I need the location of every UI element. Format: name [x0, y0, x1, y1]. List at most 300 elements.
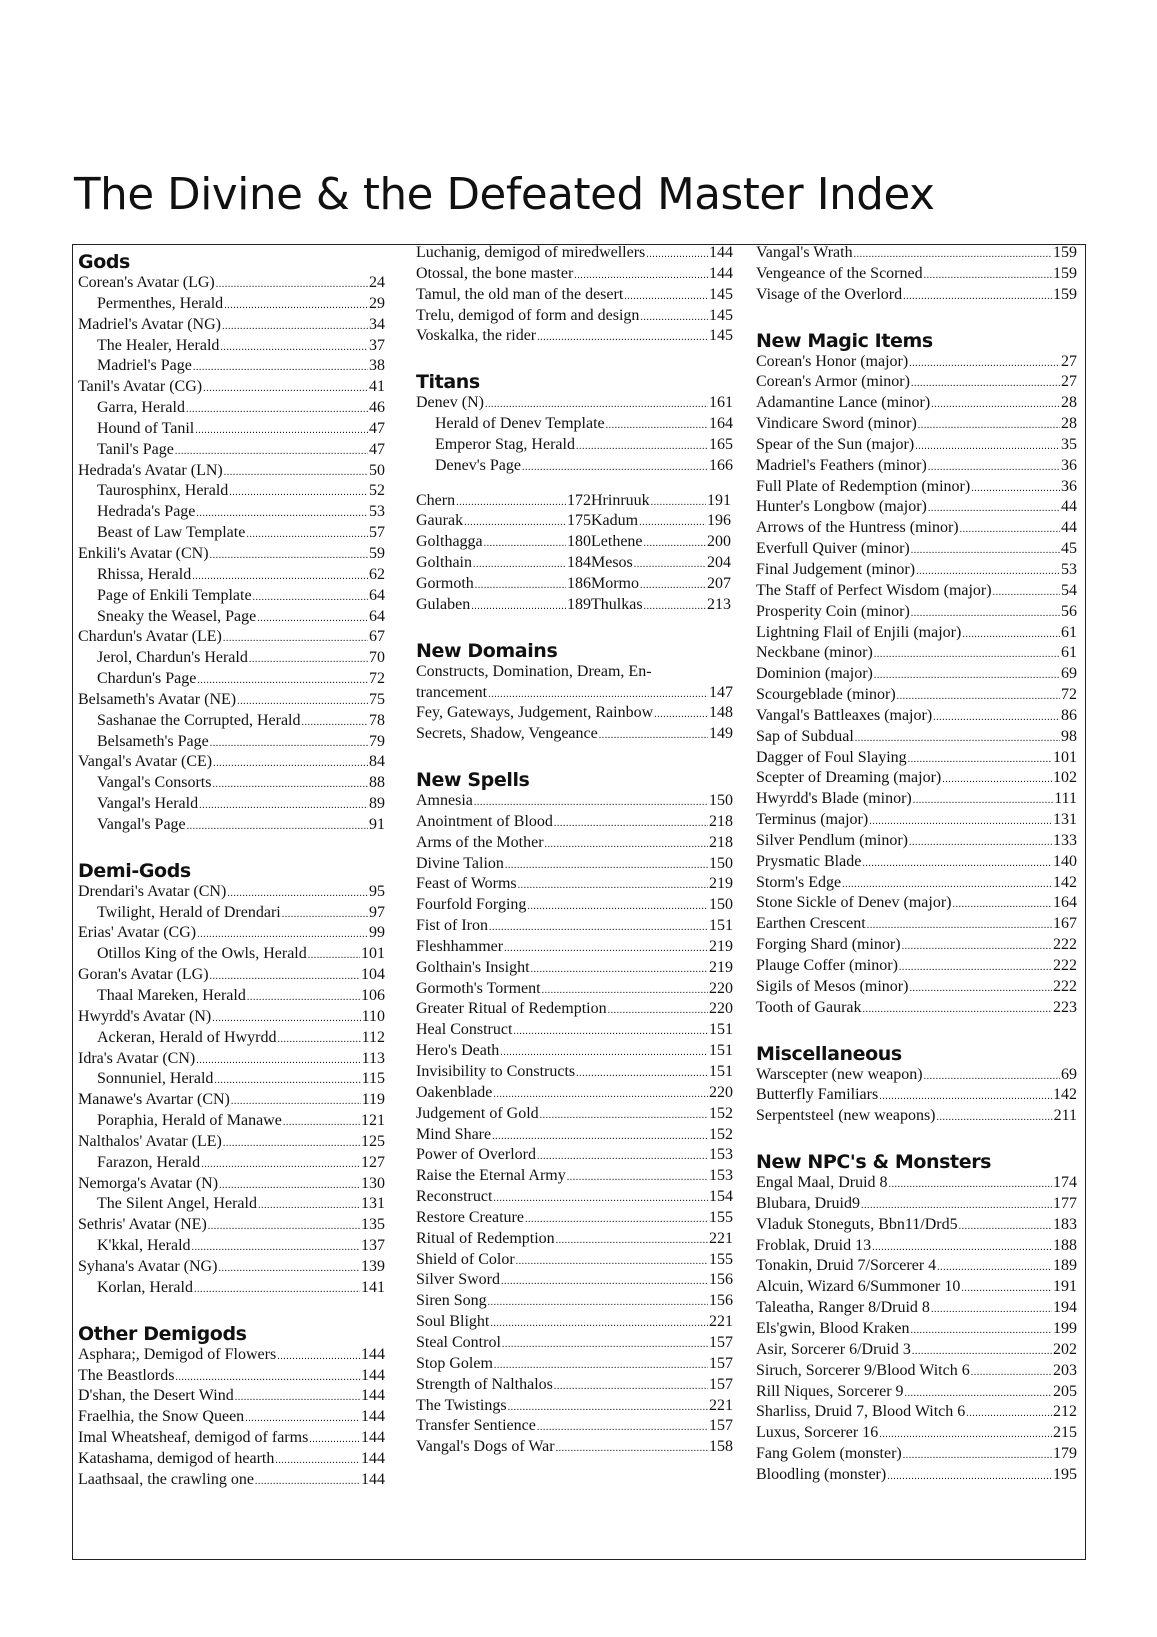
section-misc	[756, 1039, 1077, 1128]
entry-page: 152	[709, 1125, 733, 1143]
dot-leader	[245, 1409, 360, 1430]
entry-title: Soul Blight	[416, 1313, 490, 1331]
entry-title: Vangal's Herald	[97, 795, 199, 813]
dot-leader	[192, 1238, 360, 1259]
entry-page: 28	[1061, 394, 1077, 412]
entry-title: Gormoth's Torment	[416, 979, 541, 997]
entry-title: Vindicare Sword (minor)	[756, 415, 917, 433]
dot-leader	[567, 1168, 708, 1189]
dot-leader	[471, 597, 566, 618]
entry-page: 151	[709, 1042, 733, 1060]
entry-title: Chardun's Avatar (LE)	[78, 628, 222, 646]
entry-page: 150	[709, 896, 733, 914]
dot-leader	[916, 562, 1060, 583]
dot-leader	[203, 379, 368, 400]
entry-title: Everfull Quiver (minor)	[756, 540, 910, 558]
entry-page: 36	[1061, 477, 1077, 495]
dot-leader	[966, 1404, 1052, 1425]
dot-leader	[924, 266, 1052, 287]
index-entry	[78, 1194, 385, 1215]
entry-page: 95	[369, 882, 385, 900]
index-entry	[756, 914, 1077, 935]
section-heading: Gods	[78, 251, 130, 273]
index-entry	[416, 1020, 733, 1041]
entry-title: trancement	[416, 683, 488, 701]
entry-title: Asphara;, Demigod of Flowers	[78, 1345, 277, 1363]
index-entry	[416, 1187, 733, 1208]
entry-page: 53	[1061, 560, 1077, 578]
entry-page: 141	[361, 1278, 385, 1296]
index-entry	[756, 1236, 1077, 1257]
dot-leader	[971, 1363, 1052, 1384]
entry-title: Alcuin, Wizard 6/Summoner 10	[756, 1278, 961, 1296]
entry-page: 144	[709, 264, 733, 282]
entry-title: Asir, Sorcerer 6/Druid 3	[756, 1340, 911, 1358]
entry-title: Hunter's Longbow (major)	[756, 498, 927, 516]
index-entry	[756, 1382, 1077, 1403]
entry-title: Silver Pendlum (minor)	[756, 831, 908, 849]
dot-leader	[644, 597, 706, 618]
index-entry	[416, 511, 591, 532]
entry-title: Dominion (major)	[756, 665, 873, 683]
entry-title: Vangal's Battleaxes (major)	[756, 706, 933, 724]
entry-title: Idra's Avatar (CN)	[78, 1049, 196, 1067]
index-entry	[78, 1428, 385, 1449]
dot-leader	[931, 395, 1060, 416]
dot-leader	[275, 1451, 360, 1472]
entry-title: Full Plate of Redemption (minor)	[756, 477, 971, 495]
dot-leader	[924, 1067, 1060, 1088]
entry-page: 144	[361, 1429, 385, 1447]
index-entry	[78, 273, 385, 294]
index-entry	[756, 1106, 1077, 1127]
index-entry	[756, 393, 1077, 414]
dot-leader	[918, 416, 1060, 437]
index-entry	[591, 553, 731, 574]
dot-leader	[212, 775, 368, 796]
entry-title: Sigils of Mesos (minor)	[756, 977, 909, 995]
index-entry	[416, 703, 733, 724]
section-heading: New Spells	[416, 769, 530, 792]
dot-leader	[494, 1356, 708, 1377]
entry-title: Gormoth	[416, 574, 474, 592]
index-entry	[416, 1250, 733, 1271]
entry-page: 155	[709, 1208, 733, 1226]
entry-title: Thulkas	[591, 595, 643, 613]
entry-page: 61	[1061, 623, 1077, 641]
index-entry	[78, 1386, 385, 1407]
entry-page: 64	[369, 607, 385, 625]
entry-page: 179	[1053, 1445, 1077, 1463]
entry-page: 111	[1054, 790, 1077, 808]
entry-title: The Silent Angel, Herald	[97, 1195, 257, 1213]
entry-title: Tanil's Avatar (CG)	[78, 378, 203, 396]
entry-title: Final Judgement (minor)	[756, 560, 916, 578]
entry-title: Feast of Worms	[416, 875, 517, 893]
index-entry	[416, 874, 733, 895]
entry-page: 144	[361, 1408, 385, 1426]
entry-title: Stone Sickle of Denev (major)	[756, 894, 952, 912]
titans-grid	[416, 491, 733, 616]
entry-title: Sashanae the Corrupted, Herald	[97, 711, 301, 729]
dot-leader	[646, 245, 708, 266]
entry-title: Reconstruct	[416, 1188, 493, 1206]
index-entry	[416, 435, 733, 456]
entry-page: 41	[369, 378, 385, 396]
entry-title: Garra, Herald	[97, 399, 185, 417]
entry-title: Drendari's Avatar (CN)	[78, 882, 227, 900]
dot-leader	[212, 1009, 360, 1030]
dot-leader	[277, 1030, 360, 1051]
entry-title: Katashama, demigod of hearth	[78, 1449, 275, 1467]
entry-title: Enkili's Avatar (CN)	[78, 544, 209, 562]
index-entry	[756, 264, 1077, 285]
index-entry	[416, 916, 733, 937]
index-entry	[78, 607, 385, 628]
entry-page: 69	[1061, 665, 1077, 683]
dot-leader	[255, 1472, 360, 1493]
index-entry	[416, 553, 591, 574]
dot-leader	[223, 1134, 360, 1155]
dot-leader	[911, 604, 1060, 625]
entry-title: Blubara, Druid9	[756, 1194, 860, 1212]
section-heading: Miscellaneous	[756, 1042, 902, 1065]
entry-page: 221	[709, 1313, 733, 1331]
entry-title: Taurosphinx, Herald	[97, 482, 229, 500]
index-box	[72, 244, 1086, 1560]
entry-page: 164	[709, 415, 733, 433]
entry-title: Goran's Avatar (LG)	[78, 966, 209, 984]
index-entry	[756, 1194, 1077, 1215]
dot-leader	[247, 988, 360, 1009]
index-entry	[78, 923, 385, 944]
index-entry	[416, 1354, 733, 1375]
entry-page: 130	[361, 1174, 385, 1192]
entry-title: Els'gwin, Blood Kraken	[756, 1319, 910, 1337]
dot-leader	[464, 513, 566, 534]
entry-title: D'shan, the Desert Wind	[78, 1387, 234, 1405]
index-entry	[591, 491, 731, 512]
index-entry	[756, 1298, 1077, 1319]
entry-page: 183	[1053, 1215, 1077, 1233]
index-entry	[756, 1085, 1077, 1106]
dot-leader	[223, 629, 368, 650]
index-entry	[416, 1208, 733, 1229]
entry-page: 144	[361, 1387, 385, 1405]
entry-title: Arrows of the Huntress (minor)	[756, 519, 959, 537]
entry-title: Restore Creature	[416, 1208, 524, 1226]
index-entry	[78, 965, 385, 986]
entry-title: Storm's Edge	[756, 873, 842, 891]
index-entry	[416, 1041, 733, 1062]
entry-page: 151	[709, 917, 733, 935]
entry-title: Herald of Denev Template	[435, 415, 605, 433]
entry-title: Corean's Armor (minor)	[756, 373, 910, 391]
entry-title: Shield of Color	[416, 1250, 515, 1268]
dot-leader	[186, 400, 368, 421]
entry-title: Engal Maal, Druid 8	[756, 1174, 888, 1192]
dot-leader	[187, 817, 368, 838]
entry-title: Fist of Iron	[416, 917, 488, 935]
dot-leader	[911, 374, 1060, 395]
entry-page: 144	[361, 1449, 385, 1467]
index-entry	[756, 1065, 1077, 1086]
dot-leader	[537, 1147, 708, 1168]
dot-leader	[644, 534, 706, 555]
entry-title: Trelu, demigod of form and design	[416, 306, 640, 324]
index-entry	[416, 393, 733, 414]
entry-title: Golthain's Insight	[416, 958, 530, 976]
index-entry	[416, 264, 733, 285]
entry-title: Scourgeblade (minor)	[756, 686, 896, 704]
index-entry	[416, 574, 591, 595]
entry-page: 211	[1053, 1107, 1077, 1125]
index-entry	[78, 461, 385, 482]
index-entry	[416, 306, 733, 327]
entry-page: 36	[1061, 456, 1077, 474]
index-entry	[78, 294, 385, 315]
dot-leader	[863, 1000, 1052, 1021]
index-entry	[416, 456, 733, 477]
dot-leader	[915, 437, 1060, 458]
entry-title: Vangal's Consorts	[97, 774, 212, 792]
dot-leader	[911, 1321, 1052, 1342]
index-entry	[756, 623, 1077, 644]
entry-page: 102	[1053, 769, 1077, 787]
entry-title: Prosperity Coin (minor)	[756, 602, 910, 620]
entry-title: Tamul, the old man of the desert	[416, 285, 624, 303]
index-entry	[416, 1062, 733, 1083]
entry-page: 45	[1061, 540, 1077, 558]
dot-leader	[624, 287, 708, 308]
entry-page: 112	[361, 1028, 385, 1046]
index-entry	[756, 748, 1077, 769]
entry-title: Arms of the Mother	[416, 833, 544, 851]
entry-title: Vangal's Page	[97, 815, 186, 833]
entry-title: Madriel's Page	[97, 357, 192, 375]
dot-leader	[201, 1155, 360, 1176]
entry-title: Corean's Avatar (LG)	[78, 274, 215, 291]
index-entry	[78, 1153, 385, 1174]
index-entry	[756, 352, 1077, 373]
entry-title: Mind Share	[416, 1125, 492, 1143]
entry-page: 46	[369, 399, 385, 417]
dot-leader	[651, 493, 706, 514]
index-entry-text: Constructs, Domination, Dream, En-	[416, 662, 652, 680]
dot-leader	[213, 754, 368, 775]
dot-leader	[556, 1231, 708, 1252]
entry-title: Lightning Flail of Enjili (major)	[756, 623, 962, 641]
entry-page: 54	[1061, 581, 1077, 599]
entry-page: 52	[369, 482, 385, 500]
column-2	[416, 243, 733, 1458]
dot-leader	[258, 1196, 360, 1217]
dot-leader	[456, 493, 566, 514]
entry-title: Hwyrdd's Avatar (N)	[78, 1007, 212, 1025]
index-entry	[78, 1069, 385, 1090]
column-3	[756, 243, 1077, 1486]
index-entry	[416, 532, 591, 553]
index-entry	[756, 789, 1077, 810]
dot-leader	[485, 395, 708, 416]
index-entry	[78, 1007, 385, 1028]
entry-page: 219	[709, 937, 733, 955]
entry-page: 91	[369, 815, 385, 833]
dot-leader	[902, 937, 1052, 958]
entry-page: 57	[369, 524, 385, 542]
dot-leader	[953, 895, 1053, 916]
entry-title: Gaurak	[416, 512, 464, 530]
index-entry	[756, 956, 1077, 977]
dot-leader	[253, 588, 368, 609]
entry-page: 157	[709, 1375, 733, 1393]
index-entry	[756, 1215, 1077, 1236]
index-entry	[78, 398, 385, 419]
index-entry	[78, 1111, 385, 1132]
dot-leader	[235, 1388, 360, 1409]
index-entry	[78, 669, 385, 690]
dot-leader	[224, 296, 368, 317]
entry-page: 53	[369, 503, 385, 521]
dot-leader	[899, 958, 1052, 979]
entry-title: Tonakin, Druid 7/Sorcerer 4	[756, 1257, 937, 1275]
entry-page: 86	[1061, 706, 1077, 724]
dot-leader	[199, 796, 368, 817]
dot-leader	[210, 546, 368, 567]
entry-title: Tooth of Gaurak	[756, 998, 862, 1016]
entry-title: Ritual of Redemption	[416, 1229, 555, 1247]
dot-leader	[175, 442, 368, 463]
dot-leader	[959, 1217, 1052, 1238]
entry-title: Steal Control	[416, 1333, 501, 1351]
dot-leader	[282, 905, 368, 926]
dot-leader	[971, 479, 1060, 500]
entry-title: Laathsaal, the crawling one	[78, 1470, 254, 1488]
index-entry	[78, 944, 385, 965]
dot-leader	[961, 1279, 1052, 1300]
dot-leader	[928, 499, 1060, 520]
index-entry	[78, 711, 385, 732]
index-entry	[78, 502, 385, 523]
index-entry	[78, 1470, 385, 1491]
entry-page: 148	[709, 704, 733, 722]
entry-page: 145	[709, 306, 733, 324]
entry-title: Sonnuniel, Herald	[97, 1070, 214, 1088]
entry-page: 142	[1053, 873, 1077, 891]
dot-leader	[855, 729, 1060, 750]
dot-leader	[193, 358, 368, 379]
entry-title: Bloodling (monster)	[756, 1465, 887, 1483]
index-entry	[416, 895, 733, 916]
index-entry	[78, 1049, 385, 1070]
entry-page: 64	[369, 586, 385, 604]
dot-leader	[194, 1280, 360, 1301]
entry-page: 79	[369, 732, 385, 750]
entry-title: Voskalka, the rider	[416, 327, 537, 345]
dot-leader	[309, 1430, 360, 1451]
entry-page: 145	[709, 327, 733, 345]
index-entry	[78, 315, 385, 336]
entry-title: Mesos	[591, 554, 633, 572]
entry-page: 149	[709, 725, 733, 743]
entry-page: 147	[709, 683, 733, 701]
entry-page: 50	[369, 461, 385, 479]
dot-leader	[516, 1252, 708, 1273]
entry-page: 59	[369, 544, 385, 562]
dot-leader	[527, 897, 708, 918]
entry-page: 153	[709, 1146, 733, 1164]
entry-page: 161	[709, 394, 733, 412]
dot-leader	[283, 1113, 360, 1134]
entry-page: 164	[1053, 894, 1077, 912]
section-heading: Demi-Gods	[78, 859, 191, 882]
dot-leader	[493, 1085, 708, 1106]
index-entry	[591, 574, 731, 595]
entry-page: 195	[1053, 1465, 1077, 1483]
entry-title: Fourfold Forging	[416, 896, 527, 914]
dot-leader	[928, 458, 1060, 479]
entry-page: 44	[1061, 519, 1077, 537]
entry-page: 175	[567, 512, 591, 530]
dot-leader	[488, 685, 708, 706]
index-entry	[78, 336, 385, 357]
dot-leader	[874, 645, 1060, 666]
index-entry	[756, 727, 1077, 748]
entry-page: 72	[369, 670, 385, 688]
section-gods	[78, 247, 385, 836]
index-entry	[78, 1345, 385, 1366]
dot-leader	[488, 1293, 708, 1314]
dot-leader	[574, 266, 708, 287]
entry-page: 223	[1053, 998, 1077, 1016]
dot-leader	[192, 567, 368, 588]
entry-page: 203	[1053, 1361, 1077, 1379]
dot-leader	[237, 692, 368, 713]
entry-page: 140	[1053, 852, 1077, 870]
dot-leader	[531, 960, 708, 981]
entry-page: 213	[707, 595, 731, 613]
entry-page: 61	[1061, 644, 1077, 662]
entry-title: Judgement of Gold	[416, 1104, 539, 1122]
index-entry	[78, 1215, 385, 1236]
dot-leader	[489, 918, 708, 939]
entry-page: 62	[369, 565, 385, 583]
entry-page: 222	[1053, 936, 1077, 954]
dot-leader	[216, 275, 368, 296]
index-entry	[756, 893, 1077, 914]
dot-leader	[301, 713, 368, 734]
entry-title: Lethene	[591, 533, 643, 551]
entry-title: Beast of Law Template	[97, 524, 246, 542]
index-entry	[416, 958, 733, 979]
index-entry	[756, 435, 1077, 456]
entry-page: 157	[709, 1417, 733, 1435]
entry-page: 202	[1053, 1340, 1077, 1358]
dot-leader	[542, 981, 708, 1002]
entry-title: Ackeran, Herald of Hwyrdd	[97, 1028, 277, 1046]
entry-title: Luxus, Sorcerer 16	[756, 1424, 879, 1442]
index-entry	[416, 683, 733, 704]
index-entry	[416, 414, 733, 435]
entry-page: 196	[707, 512, 731, 530]
dot-leader	[277, 1347, 360, 1368]
index-entry	[78, 690, 385, 711]
section-spells	[416, 765, 733, 1458]
entry-title: Otillos King of the Owls, Herald	[97, 945, 307, 963]
entry-title: Sap of Subdual	[756, 727, 854, 745]
index-entry	[756, 539, 1077, 560]
entry-title: Farazon, Herald	[97, 1153, 201, 1171]
